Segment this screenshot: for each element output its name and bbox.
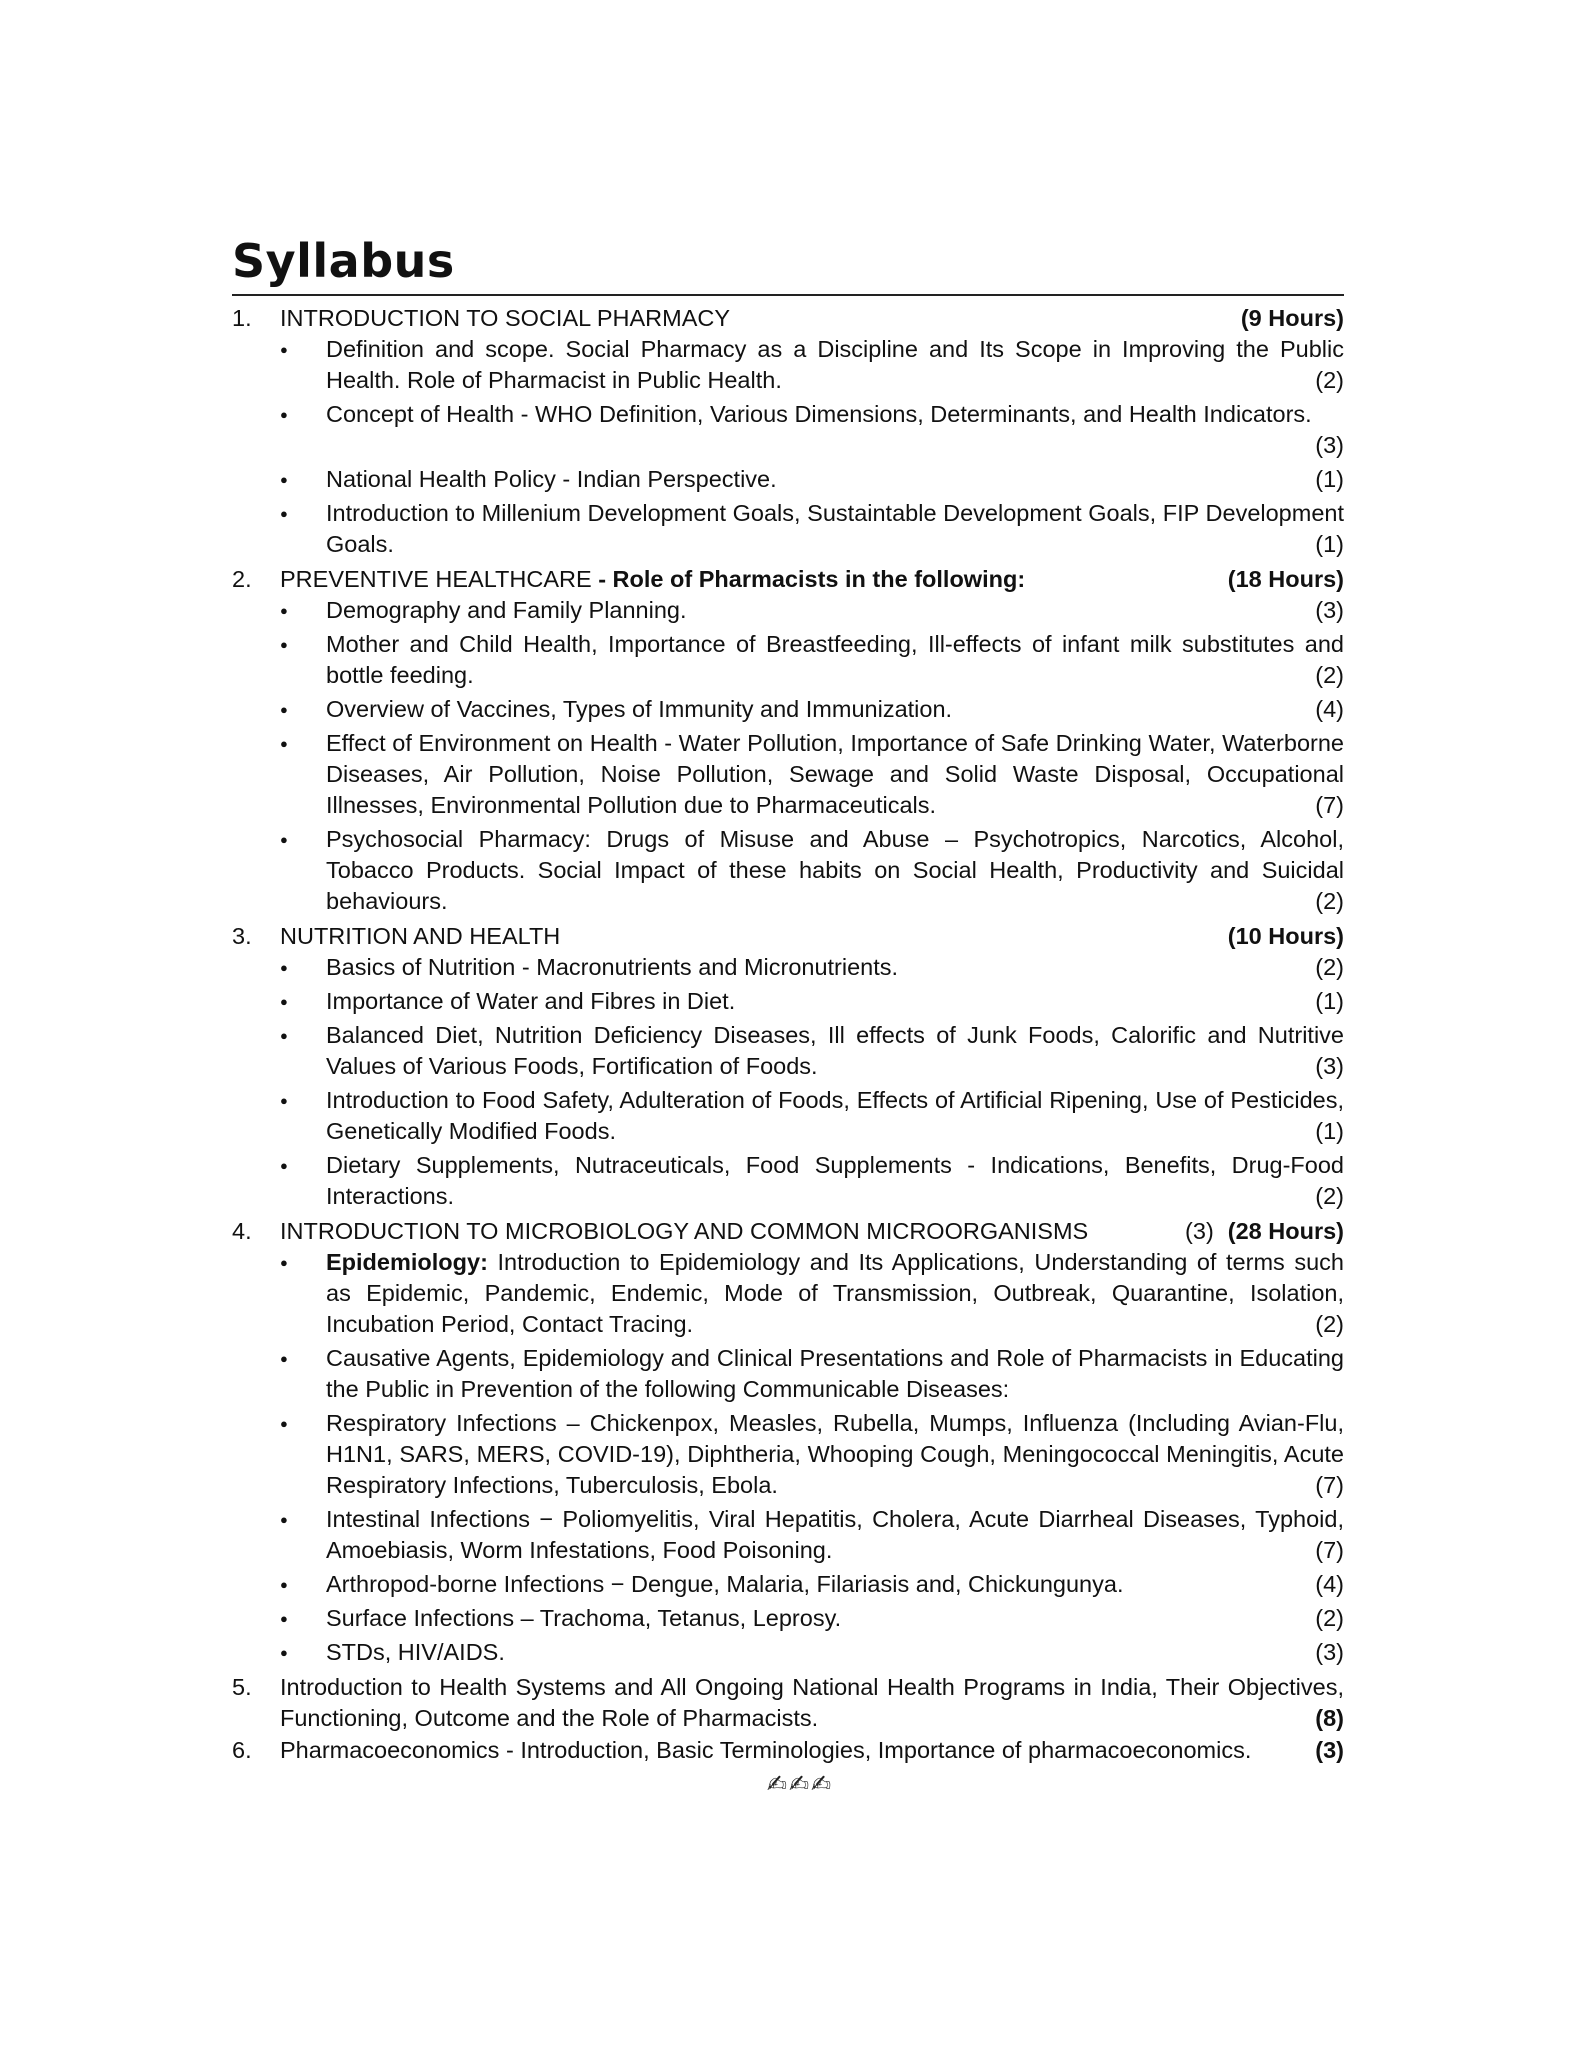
- unit-description: Pharmacoeconomics - Introduction, Basic Terminologies, Importance of pharmacoeconomics.: [280, 1737, 1252, 1763]
- topic-item: [280, 629, 1344, 691]
- unit-heading: [232, 302, 1344, 334]
- topic-hours: (7): [1315, 792, 1344, 818]
- bullet-icon: ●: [280, 407, 288, 422]
- bullet-icon: ●: [280, 637, 288, 652]
- unit-hours: (8): [1315, 1705, 1344, 1731]
- topic-item: [280, 986, 1344, 1017]
- unit-heading: [232, 920, 1344, 952]
- bullet-icon: ●: [280, 1611, 288, 1626]
- topic-text: [326, 728, 1344, 821]
- topic-item: [280, 399, 1344, 461]
- topic-item: [280, 1343, 1344, 1405]
- topic-item: [280, 595, 1344, 626]
- unit-section: [232, 563, 1344, 917]
- topic-description: Definition and scope. Social Pharmacy as a Discipline and Its Scope in Improving the Public Health. Role of Pharmacist in Public Health.: [326, 336, 1344, 393]
- unit-list: [232, 302, 1344, 1668]
- unit-hours-group: [1216, 563, 1344, 595]
- plain-unit-list: [232, 1671, 1344, 1766]
- unit-hours: (3): [1315, 1737, 1344, 1763]
- topic-hours: (2): [1315, 1183, 1344, 1209]
- topic-description: Concept of Health - WHO Definition, Various Dimensions, Determinants, and Health Indicators.: [326, 401, 1312, 427]
- topic-text: [326, 1085, 1344, 1147]
- topic-item: [280, 1504, 1344, 1566]
- topic-hours: (2): [1315, 888, 1344, 914]
- topic-hours: (3): [1315, 1639, 1344, 1665]
- topic-item: [280, 1020, 1344, 1082]
- unit-title-text: NUTRITION AND HEALTH: [280, 923, 561, 949]
- bullet-icon: ●: [280, 702, 288, 717]
- unit-heading: [232, 563, 1344, 595]
- topic-description: STDs, HIV/AIDS.: [326, 1639, 505, 1665]
- topic-item: [280, 1247, 1344, 1340]
- topic-hours: (2): [1315, 662, 1344, 688]
- topic-text: [326, 498, 1344, 560]
- unit-section: [232, 920, 1344, 1212]
- topic-description: Dietary Supplements, Nutraceuticals, Food Supplements - Indications, Benefits, Drug-Food Interactions.: [326, 1152, 1344, 1209]
- topic-description: Arthropod-borne Infections − Dengue, Malaria, Filariasis and, Chickungunya.: [326, 1571, 1124, 1597]
- unit-number: 3.: [232, 923, 252, 949]
- topic-list: [232, 1247, 1344, 1668]
- topic-text: [326, 824, 1344, 917]
- topic-text: [326, 1020, 1344, 1082]
- bullet-icon: ●: [280, 1645, 288, 1660]
- unit-extra-hours: (3): [1185, 1218, 1214, 1244]
- topic-text: [326, 595, 1344, 626]
- topic-description: Introduction to Millenium Development Goals, Sustaintable Development Goals, FIP Development Goals.: [326, 500, 1344, 557]
- topic-hours: (1): [1315, 988, 1344, 1014]
- topic-item: [280, 1637, 1344, 1668]
- bullet-icon: ●: [280, 994, 288, 1009]
- bullet-icon: ●: [280, 506, 288, 521]
- topic-hours: (3): [1315, 597, 1344, 623]
- unit-body: [280, 1672, 1344, 1734]
- plain-unit: [232, 1671, 1344, 1734]
- unit-title-text: PREVENTIVE HEALTHCARE: [280, 566, 592, 592]
- unit-hours: (9 Hours): [1240, 305, 1344, 331]
- unit-hours-group: [1216, 920, 1344, 952]
- topic-text: [326, 1603, 1344, 1634]
- topic-text: [326, 694, 1344, 725]
- bullet-icon: ●: [280, 472, 288, 487]
- plain-unit: [232, 1734, 1344, 1766]
- topic-description: Introduction to Epidemiology and Its Applications, Understanding of terms such as Epidemic, Pandemic, Endemic, Mode of Transmission, Outbreak, Quarantine, Isolation, Incubation Period, Contact Tracing.: [326, 1249, 1344, 1337]
- unit-body: [280, 1735, 1344, 1766]
- unit-title-suffix: - Role of Pharmacists in the following:: [591, 566, 1026, 592]
- topic-description: National Health Policy - Indian Perspective.: [326, 466, 777, 492]
- unit-heading: [232, 1215, 1344, 1247]
- syllabus-page: [232, 234, 1344, 1798]
- topic-description: Demography and Family Planning.: [326, 597, 687, 623]
- unit-number: 6.: [232, 1737, 252, 1763]
- topic-hours: (4): [1315, 1571, 1344, 1597]
- topic-hours: (1): [1315, 531, 1344, 557]
- bullet-icon: ●: [280, 1577, 288, 1592]
- topic-hours: (1): [1315, 466, 1344, 492]
- topic-hours: (2): [1315, 367, 1344, 393]
- topic-item: [280, 1569, 1344, 1600]
- unit-number: 1.: [232, 305, 252, 331]
- bullet-icon: ●: [280, 1158, 288, 1173]
- unit-section: [232, 302, 1344, 560]
- bullet-icon: ●: [280, 736, 288, 751]
- topic-hours: (7): [1315, 1472, 1344, 1498]
- unit-title: [280, 302, 1229, 334]
- unit-number: 2.: [232, 566, 252, 592]
- topic-list: [232, 334, 1344, 560]
- topic-text: [326, 1247, 1344, 1340]
- topic-text: [326, 1569, 1344, 1600]
- topic-item: [280, 1085, 1344, 1147]
- topic-text: [326, 629, 1344, 691]
- topic-item: [280, 1408, 1344, 1501]
- topic-hours: (1): [1315, 1118, 1344, 1144]
- topic-item: [280, 334, 1344, 396]
- bullet-icon: ●: [280, 603, 288, 618]
- topic-description: Effect of Environment on Health - Water Pollution, Importance of Safe Drinking Water, Waterborne Diseases, Air Pollution, Noise Pollution, Sewage and Solid Waste Disposal, Occupational Illnesses, Environmental Pollution due to Pharmaceuticals.: [326, 730, 1344, 818]
- topic-hours: (2): [1315, 1605, 1344, 1631]
- unit-number: 5.: [232, 1674, 252, 1700]
- title-rule: [232, 294, 1344, 296]
- topic-description: Mother and Child Health, Importance of Breastfeeding, Ill-effects of infant milk substitutes and bottle feeding.: [326, 631, 1344, 688]
- unit-hours: (28 Hours): [1227, 1218, 1344, 1244]
- topic-text: [326, 1150, 1344, 1212]
- topic-description: Respiratory Infections – Chickenpox, Measles, Rubella, Mumps, Influenza (Including Avian-Flu, H1N1, SARS, MERS, COVID-19), Diphtheria, Whooping Cough, Meningococcal Meningitis, Acute Respiratory Infections, Tuberculosis, Ebola.: [326, 1410, 1344, 1498]
- page-title: Syllabus: [232, 234, 455, 288]
- topic-hours: (4): [1315, 696, 1344, 722]
- topic-item: [280, 1603, 1344, 1634]
- unit-title: [280, 563, 1216, 595]
- topic-item: [280, 498, 1344, 560]
- bullet-icon: ●: [280, 1351, 288, 1366]
- topic-description: Introduction to Food Safety, Adulteration of Foods, Effects of Artificial Ripening, Use of Pesticides, Genetically Modified Foods.: [326, 1087, 1344, 1144]
- writing-hand-icon: ✍✍✍: [766, 1770, 834, 1798]
- unit-hours-group: [1229, 302, 1344, 334]
- bullet-icon: ●: [280, 960, 288, 975]
- unit-hours: (10 Hours): [1227, 923, 1344, 949]
- bullet-icon: ●: [280, 342, 288, 357]
- unit-title: [280, 1215, 1173, 1247]
- footer-ornament: [232, 1770, 1344, 1798]
- bullet-icon: ●: [280, 1255, 288, 1270]
- topic-text: [326, 464, 1344, 495]
- topic-text: [326, 1637, 1344, 1668]
- topic-description: Causative Agents, Epidemiology and Clinical Presentations and Role of Pharmacists in Educating the Public in Prevention of the following Communicable Diseases:: [326, 1345, 1344, 1402]
- topic-description: Balanced Diet, Nutrition Deficiency Diseases, Ill effects of Junk Foods, Calorific and Nutritive Values of Various Foods, Fortification of Foods.: [326, 1022, 1344, 1079]
- topic-description: Importance of Water and Fibres in Diet.: [326, 988, 736, 1014]
- topic-item: [280, 464, 1344, 495]
- unit-hours-group: [1173, 1215, 1344, 1247]
- topic-item: [280, 952, 1344, 983]
- bullet-icon: ●: [280, 1093, 288, 1108]
- topic-item: [280, 1150, 1344, 1212]
- topic-hours: (7): [1315, 1537, 1344, 1563]
- bullet-icon: ●: [280, 1028, 288, 1043]
- topic-item: [280, 728, 1344, 821]
- topic-text: [326, 1343, 1344, 1405]
- topic-item: [280, 824, 1344, 917]
- topic-hours: (2): [1315, 954, 1344, 980]
- topic-list: [232, 595, 1344, 917]
- topic-description: Psychosocial Pharmacy: Drugs of Misuse and Abuse – Psychotropics, Narcotics, Alcohol, Tobacco Products. Social Impact of these habits on Social Health, Productivity and Suicidal behaviours.: [326, 826, 1344, 914]
- unit-title: [280, 920, 1216, 952]
- topic-description: Intestinal Infections − Poliomyelitis, Viral Hepatitis, Cholera, Acute Diarrheal Diseases, Typhoid, Amoebiasis, Worm Infestations, Food Poisoning.: [326, 1506, 1344, 1563]
- topic-hours: (2): [1315, 1311, 1344, 1337]
- topic-hours: (3): [1315, 1053, 1344, 1079]
- unit-title-text: INTRODUCTION TO SOCIAL PHARMACY: [280, 305, 731, 331]
- unit-description: Introduction to Health Systems and All Ongoing National Health Programs in India, Their Objectives, Functioning, Outcome and the Role of Pharmacists.: [280, 1674, 1344, 1731]
- topic-item: [280, 694, 1344, 725]
- topic-text: [326, 952, 1344, 983]
- topic-hours: (3): [1315, 432, 1344, 458]
- topic-text: [326, 334, 1344, 396]
- unit-hours: (18 Hours): [1227, 566, 1344, 592]
- bullet-icon: ●: [280, 1512, 288, 1527]
- topic-description: Basics of Nutrition - Macronutrients and Micronutrients.: [326, 954, 899, 980]
- bullet-icon: ●: [280, 1416, 288, 1431]
- unit-section: [232, 1215, 1344, 1668]
- topic-term: Epidemiology:: [326, 1249, 488, 1275]
- unit-number: 4.: [232, 1218, 252, 1244]
- bullet-icon: ●: [280, 832, 288, 847]
- topic-text: [326, 399, 1344, 461]
- topic-list: [232, 952, 1344, 1212]
- topic-text: [326, 1408, 1344, 1501]
- topic-description: Overview of Vaccines, Types of Immunity and Immunization.: [326, 696, 953, 722]
- topic-description: Surface Infections – Trachoma, Tetanus, Leprosy.: [326, 1605, 842, 1631]
- topic-text: [326, 986, 1344, 1017]
- topic-text: [326, 1504, 1344, 1566]
- unit-title-text: INTRODUCTION TO MICROBIOLOGY AND COMMON MICROORGANISMS: [280, 1218, 1089, 1244]
